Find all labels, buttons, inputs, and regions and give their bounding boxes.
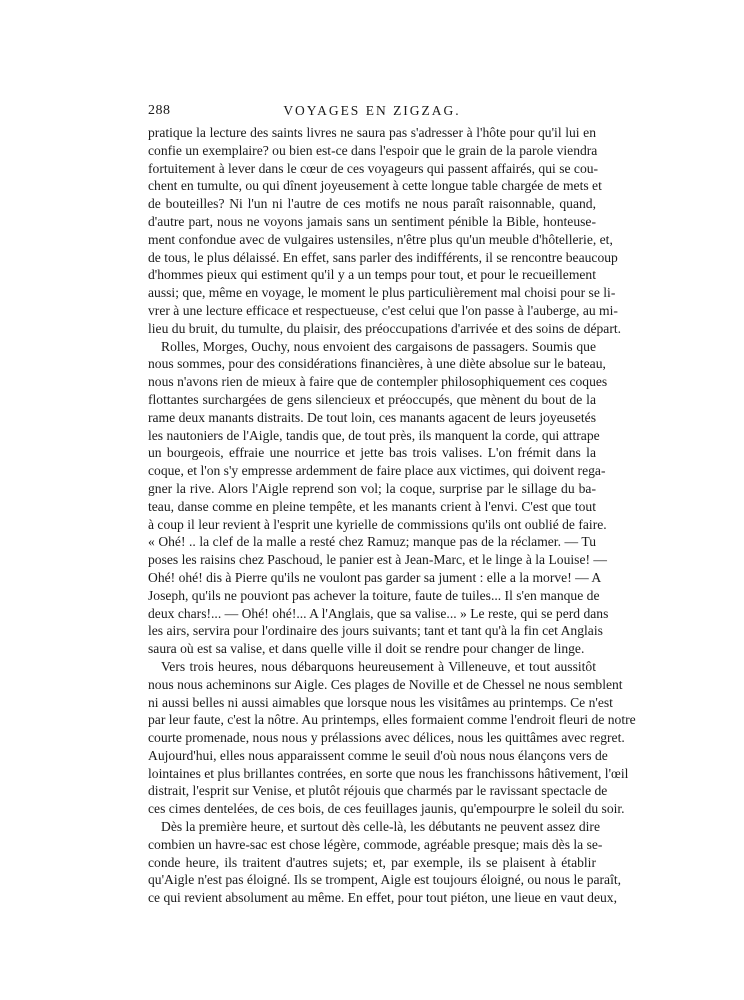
text-line: combien un havre-sac est chose légère, commode, agréable presque; mais dès la se- [148,836,603,852]
text-line: poses les raisins chez Paschoud, le panier est à Jean-Marc, et le linge à la Louise! — [148,552,608,568]
paragraph [148,658,636,818]
text-line: coque, et l'on s'y empresse ardemment de faire place aux victimes, qui doivent rega- [148,463,606,479]
text-line: qu'Aigle n'est pas éloigné. Ils se trompent, Aigle est toujours éloigné, ou nous le paraît, [148,872,622,888]
text-line: vrer à une lecture efficace et respectueuse, c'est celui que l'on passe à l'auberge, au mi- [148,302,618,318]
text-line: ce qui revient absolument au même. En effet, pour tout piéton, une lieue en vaut deux, [148,890,617,906]
text-line: deux chars!... — Ohé! ohé!... A l'Anglais, que sa valise... » Le reste, qui se perd dans [148,605,609,621]
text-line: Ohé! ohé! dis à Pierre qu'ils ne voulont pas garder sa jument : elle a la morve! — A [148,569,602,585]
text-line: un bourgeois, effraie une nourrice et jette bas trois valises. L'on frémit dans la [148,445,596,461]
text-line: Dès la première heure, et surtout dès celle-là, les débutants ne peuvent assez dire [161,819,600,835]
text-line: pratique la lecture des saints livres ne saura pas s'adresser à l'hôte pour qu'il lui en [148,125,596,140]
text-line: flottantes surchargées de gens silencieux et préoccupés, que mènent du bout de la [148,391,596,407]
text-line: gner la rive. Alors l'Aigle reprend son vol; la coque, surprise par le sillage du ba- [148,480,596,496]
text-line: d'autre part, nous ne voyons jamais sans un sentiment pénible la Bible, honteuse- [148,213,596,229]
text-line: ni aussi belles ni aussi aimables que lorsque nous les visitâmes au printemps. Ce n'est [148,694,613,710]
text-line: fortuitement à lever dans le cœur de ces voyageurs qui passent affairés, qui se cou- [148,160,599,176]
paragraph [148,818,622,907]
text-line: par leur faute, c'est la nôtre. Au printemps, elles formaient comme l'endroit fleuri de notre [148,712,636,728]
text-line: rame deux manants distraits. De tout loin, ces manants agacent de leurs joyeusetés [148,409,596,425]
text-line: courte promenade, nous nous y prélassions avec délices, nous les quittâmes avec regret. [148,730,625,746]
page-header [148,103,596,123]
text-line: « Ohé! .. la clef de la malle a resté chez Ramuz; manque pas de la réclamer. — Tu [148,534,596,550]
text-line: ces cimes dentelées, de ces bois, de ces feuillages jaunis, qu'empourpre le soleil du soir. [148,801,625,817]
text-line: Vers trois heures, nous débarquons heureusement à Villeneuve, et tout aussitôt [161,658,596,674]
running-title: VOYAGES EN ZIGZAG. [283,103,461,118]
body-text [148,124,636,907]
text-line: à coup il leur revient à l'esprit une kyrielle de commissions qu'ils ont oublié de faire. [148,516,607,532]
text-line: confie un exemplaire? ou bien est-ce dans l'espoir que le grain de la parole viendra [148,142,598,158]
text-line: de tous, le plus délaissé. En effet, sans parler des indifférents, il se rencontre beaucoup [148,249,618,265]
text-line: distrait, l'esprit sur Venise, et plutôt réjouis que charmés par le ravissant spectacle de [148,783,608,799]
text-line: conde heure, ils traitent d'autres sujets; et, par exemple, ils se plaisent à établir [148,854,596,870]
page-number: 288 [148,103,171,118]
text-line: ment confondue avec de vulgaires ustensiles, n'être plus qu'un meuble d'hôtellerie, et, [148,231,613,247]
text-line: Joseph, qu'ils ne pouviont pas achever la toiture, faute de tuiles... Il s'en manque de [148,587,600,603]
text-line: aussi; que, même en voyage, le moment le plus particulièrement mal choisi pour se li- [148,285,616,301]
text-line: chent en tumulte, ou qui dînent joyeusement à cette longue table chargée de mets et [148,178,602,194]
paragraph [148,124,622,338]
text-line: Aujourd'hui, elles nous apparaissent comme le seuil d'où nous nous élançons vers de [148,747,608,763]
text-line: les nautoniers de l'Aigle, tandis que, de tout près, ils manquent la corde, qui attrape [148,427,600,443]
text-line: nous sommes, pour des considérations financières, à une diète absolue sur le bateau, [148,356,606,372]
text-line: les airs, servira pour l'ordinaire des jours suivants; tant et tant qu'à la fin cet Anglais [148,623,603,639]
text-line: teau, danse comme en pleine tempête, et les manants crient à l'envi. C'est que tout [148,498,596,514]
text-line: lointaines et plus brillantes contrées, en sorte que nous les franchissons hâtivement, l'œil [148,765,629,781]
text-line: saura où est sa valise, et dans quelle ville il doit se rendre pour changer de linge. [148,641,585,657]
text-line: lieu du bruit, du tumulte, du plaisir, des préoccupations d'arrivée et des soins de départ. [148,320,622,336]
text-line: d'hommes pieux qui estiment qu'il y a un temps pour tout, et pour le recueillement [148,267,596,283]
text-line: nous n'avons rien de mieux à faire que de contempler philosophiquement ces coques [148,374,608,390]
text-line: Rolles, Morges, Ouchy, nous envoient des cargaisons de passagers. Soumis que [161,338,596,354]
text-line: de bouteilles? Ni l'un ni l'autre de ces motifs ne nous paraît raisonnable, quand, [148,196,596,212]
paragraph [148,338,609,658]
text-line: nous nous acheminons sur Aigle. Ces plages de Noville et de Chessel ne nous semblent [148,676,623,692]
